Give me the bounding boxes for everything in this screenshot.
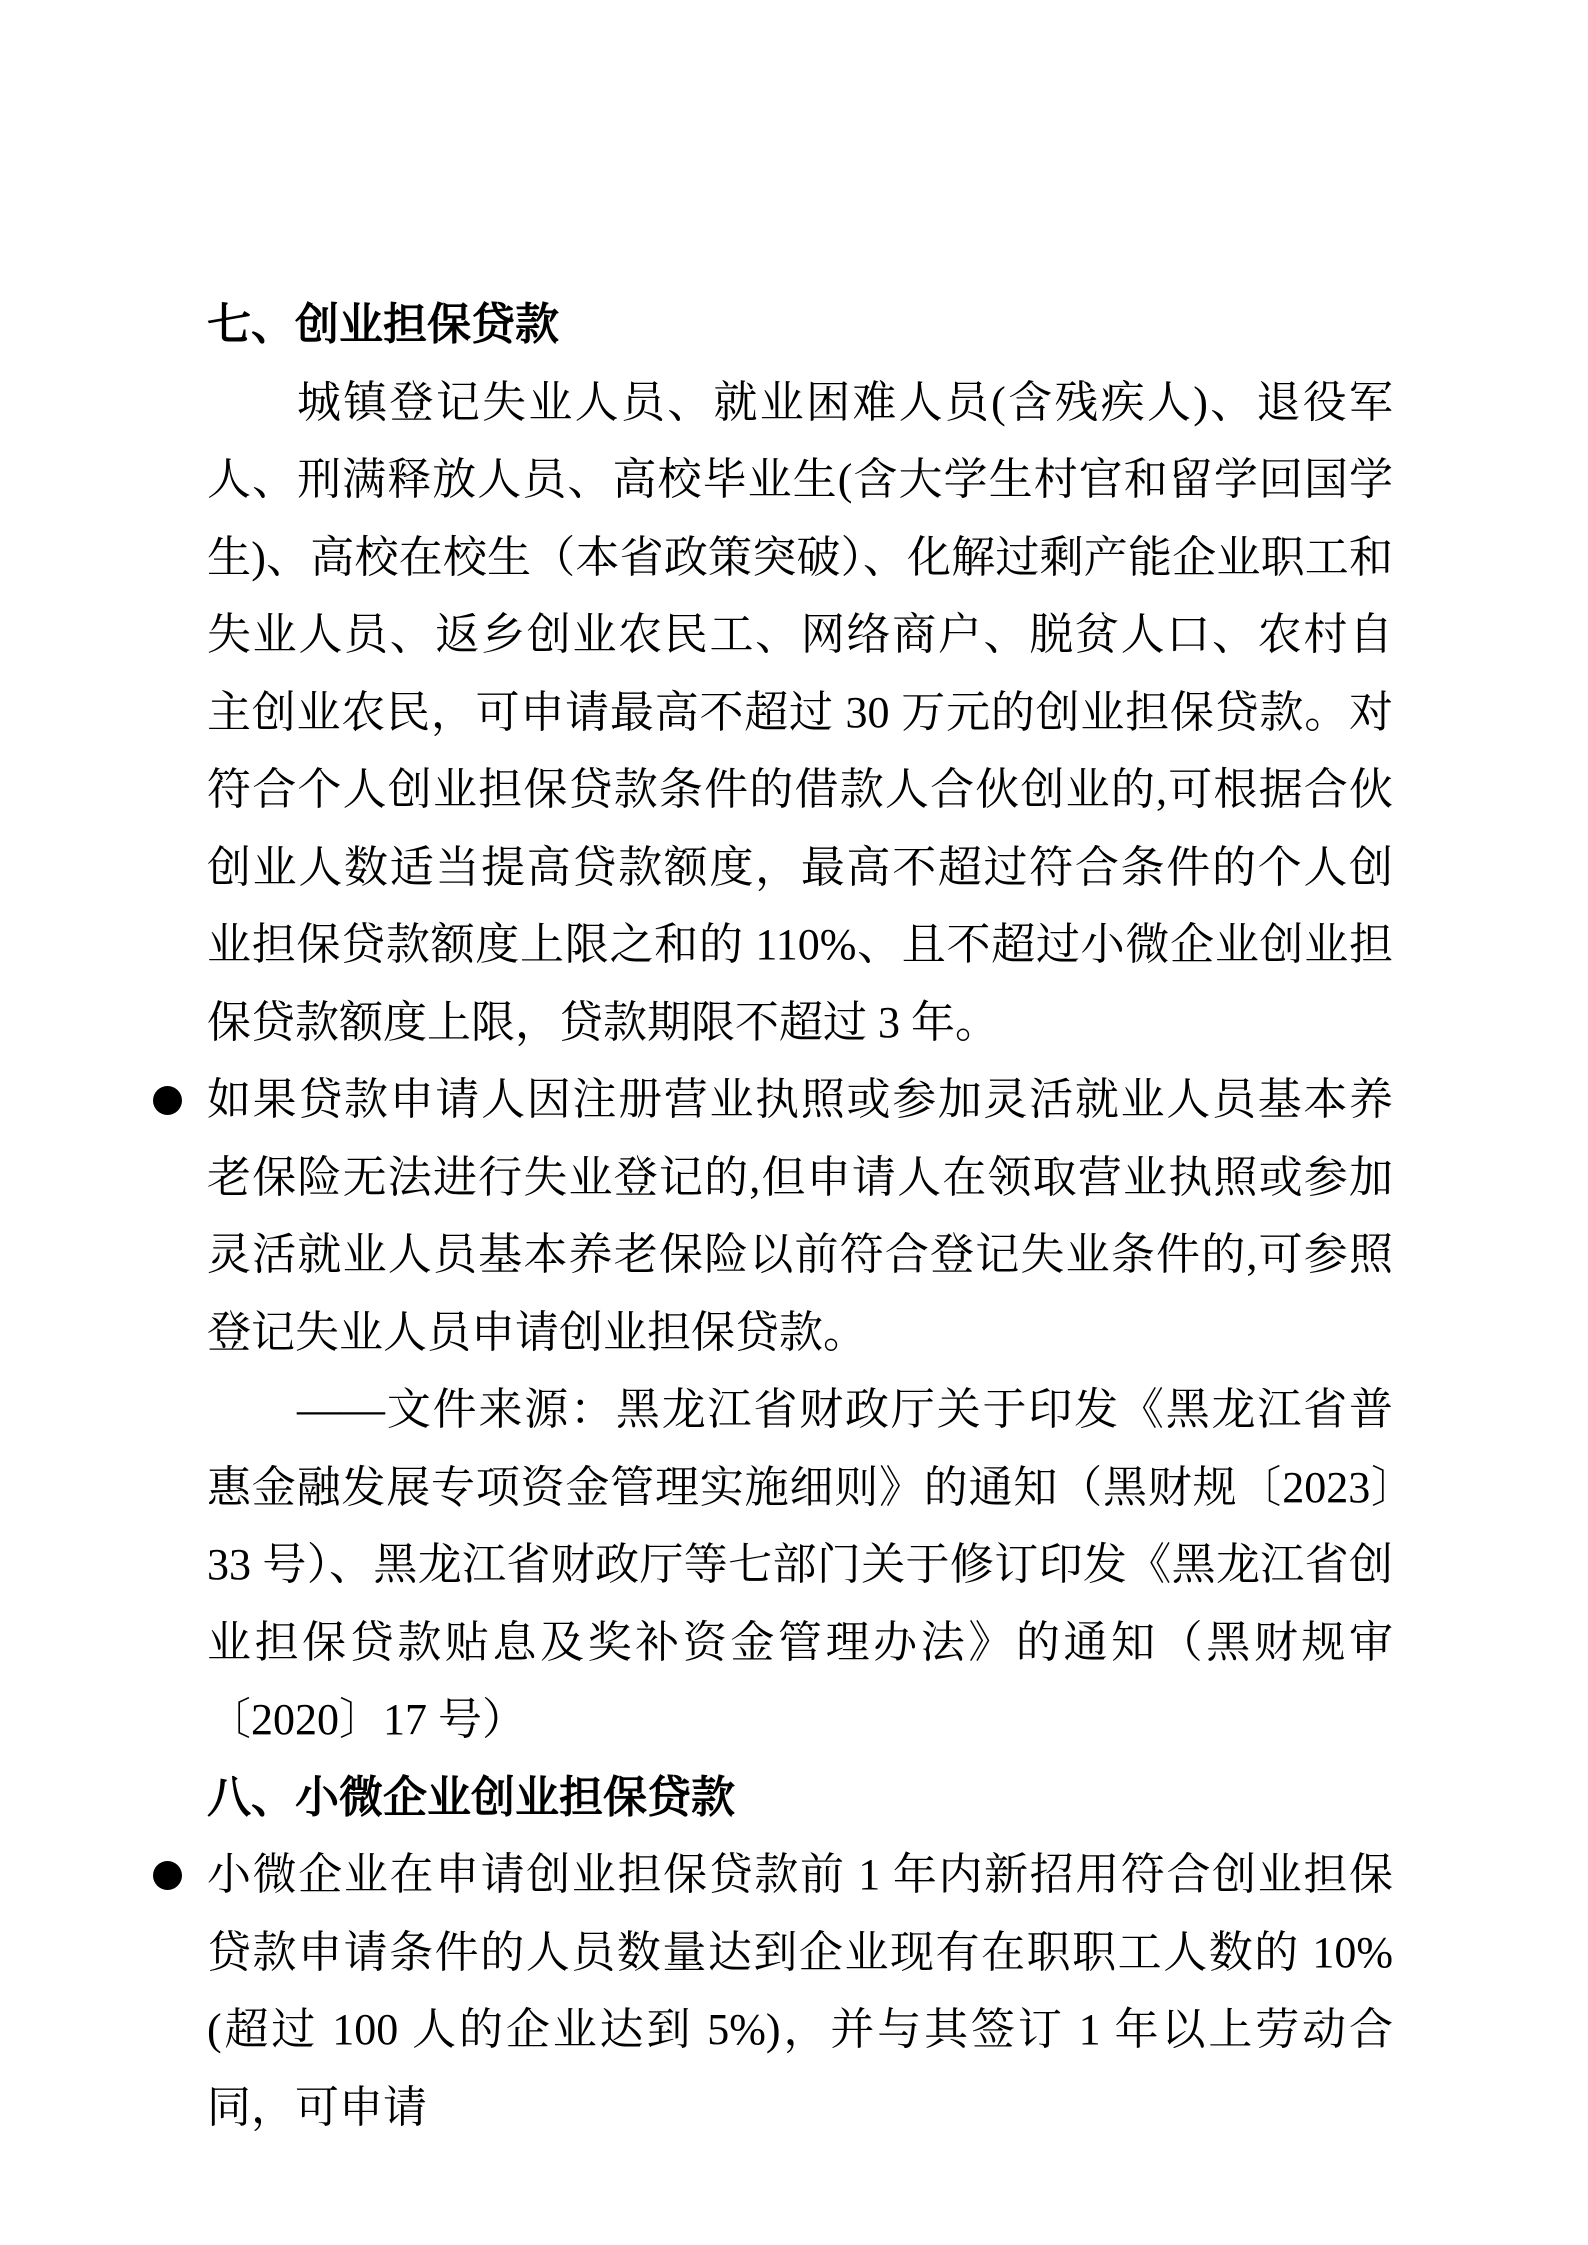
section-7-bullet-text: 如果贷款申请人因注册营业执照或参加灵活就业人员基本养老保险无法进行失业登记的,但申请人在领取营业执照或参加灵活就业人员基本养老保险以前符合登记失业条件的,可参照登记失业人员申请创业担保贷款。	[207, 1075, 1393, 1357]
section-8-bullet-text: 小微企业在申请创业担保贷款前 1 年内新招用符合创业担保贷款申请条件的人员数量达到企业现有在职职工人数的 10%(超过 100 人的企业达到 5%)，并与其签订 1 年以上劳动合同，可申请	[207, 1850, 1393, 2132]
document-content	[207, 286, 1393, 2146]
section-8-heading: 八、小微企业创业担保贷款	[207, 1772, 735, 1822]
bullet-icon	[153, 1861, 182, 1890]
section-7-intro-paragraph: 城镇登记失业人员、就业困难人员(含残疾人)、退役军人、刑满释放人员、高校毕业生(含大学生村官和留学回国学生)、高校在校生（本省政策突破）、化解过剩产能企业职工和失业人员、返乡创业农民工、网络商户、脱贫人口、农村自主创业农民，可申请最高不超过 30 万元的创业担保贷款。对符合个人创业担保贷款条件的借款人合伙创业的,可根据合伙创业人数适当提高贷款额度，最高不超过符合条件的个人创业担保贷款额度上限之和的 110%、且不超过小微企业创业担保贷款额度上限，贷款期限不超过 3 年。	[207, 377, 1393, 1047]
bullet-icon	[153, 1086, 182, 1115]
section-7-heading: 七、创业担保贷款	[207, 300, 559, 349]
section-8-bullet-item	[207, 1836, 1393, 2146]
section-7-bullet-item	[207, 1061, 1393, 1371]
section-7-source-note: ——文件来源：黑龙江省财政厅关于印发《黑龙江省普惠金融发展专项资金管理实施细则》的通知（黑财规〔2023〕33 号）、黑龙江省财政厅等七部门关于修订印发《黑龙江省创业担保贷款贴息及奖补资金管理办法》的通知（黑财规审〔2020〕17 号）	[207, 1385, 1393, 1744]
